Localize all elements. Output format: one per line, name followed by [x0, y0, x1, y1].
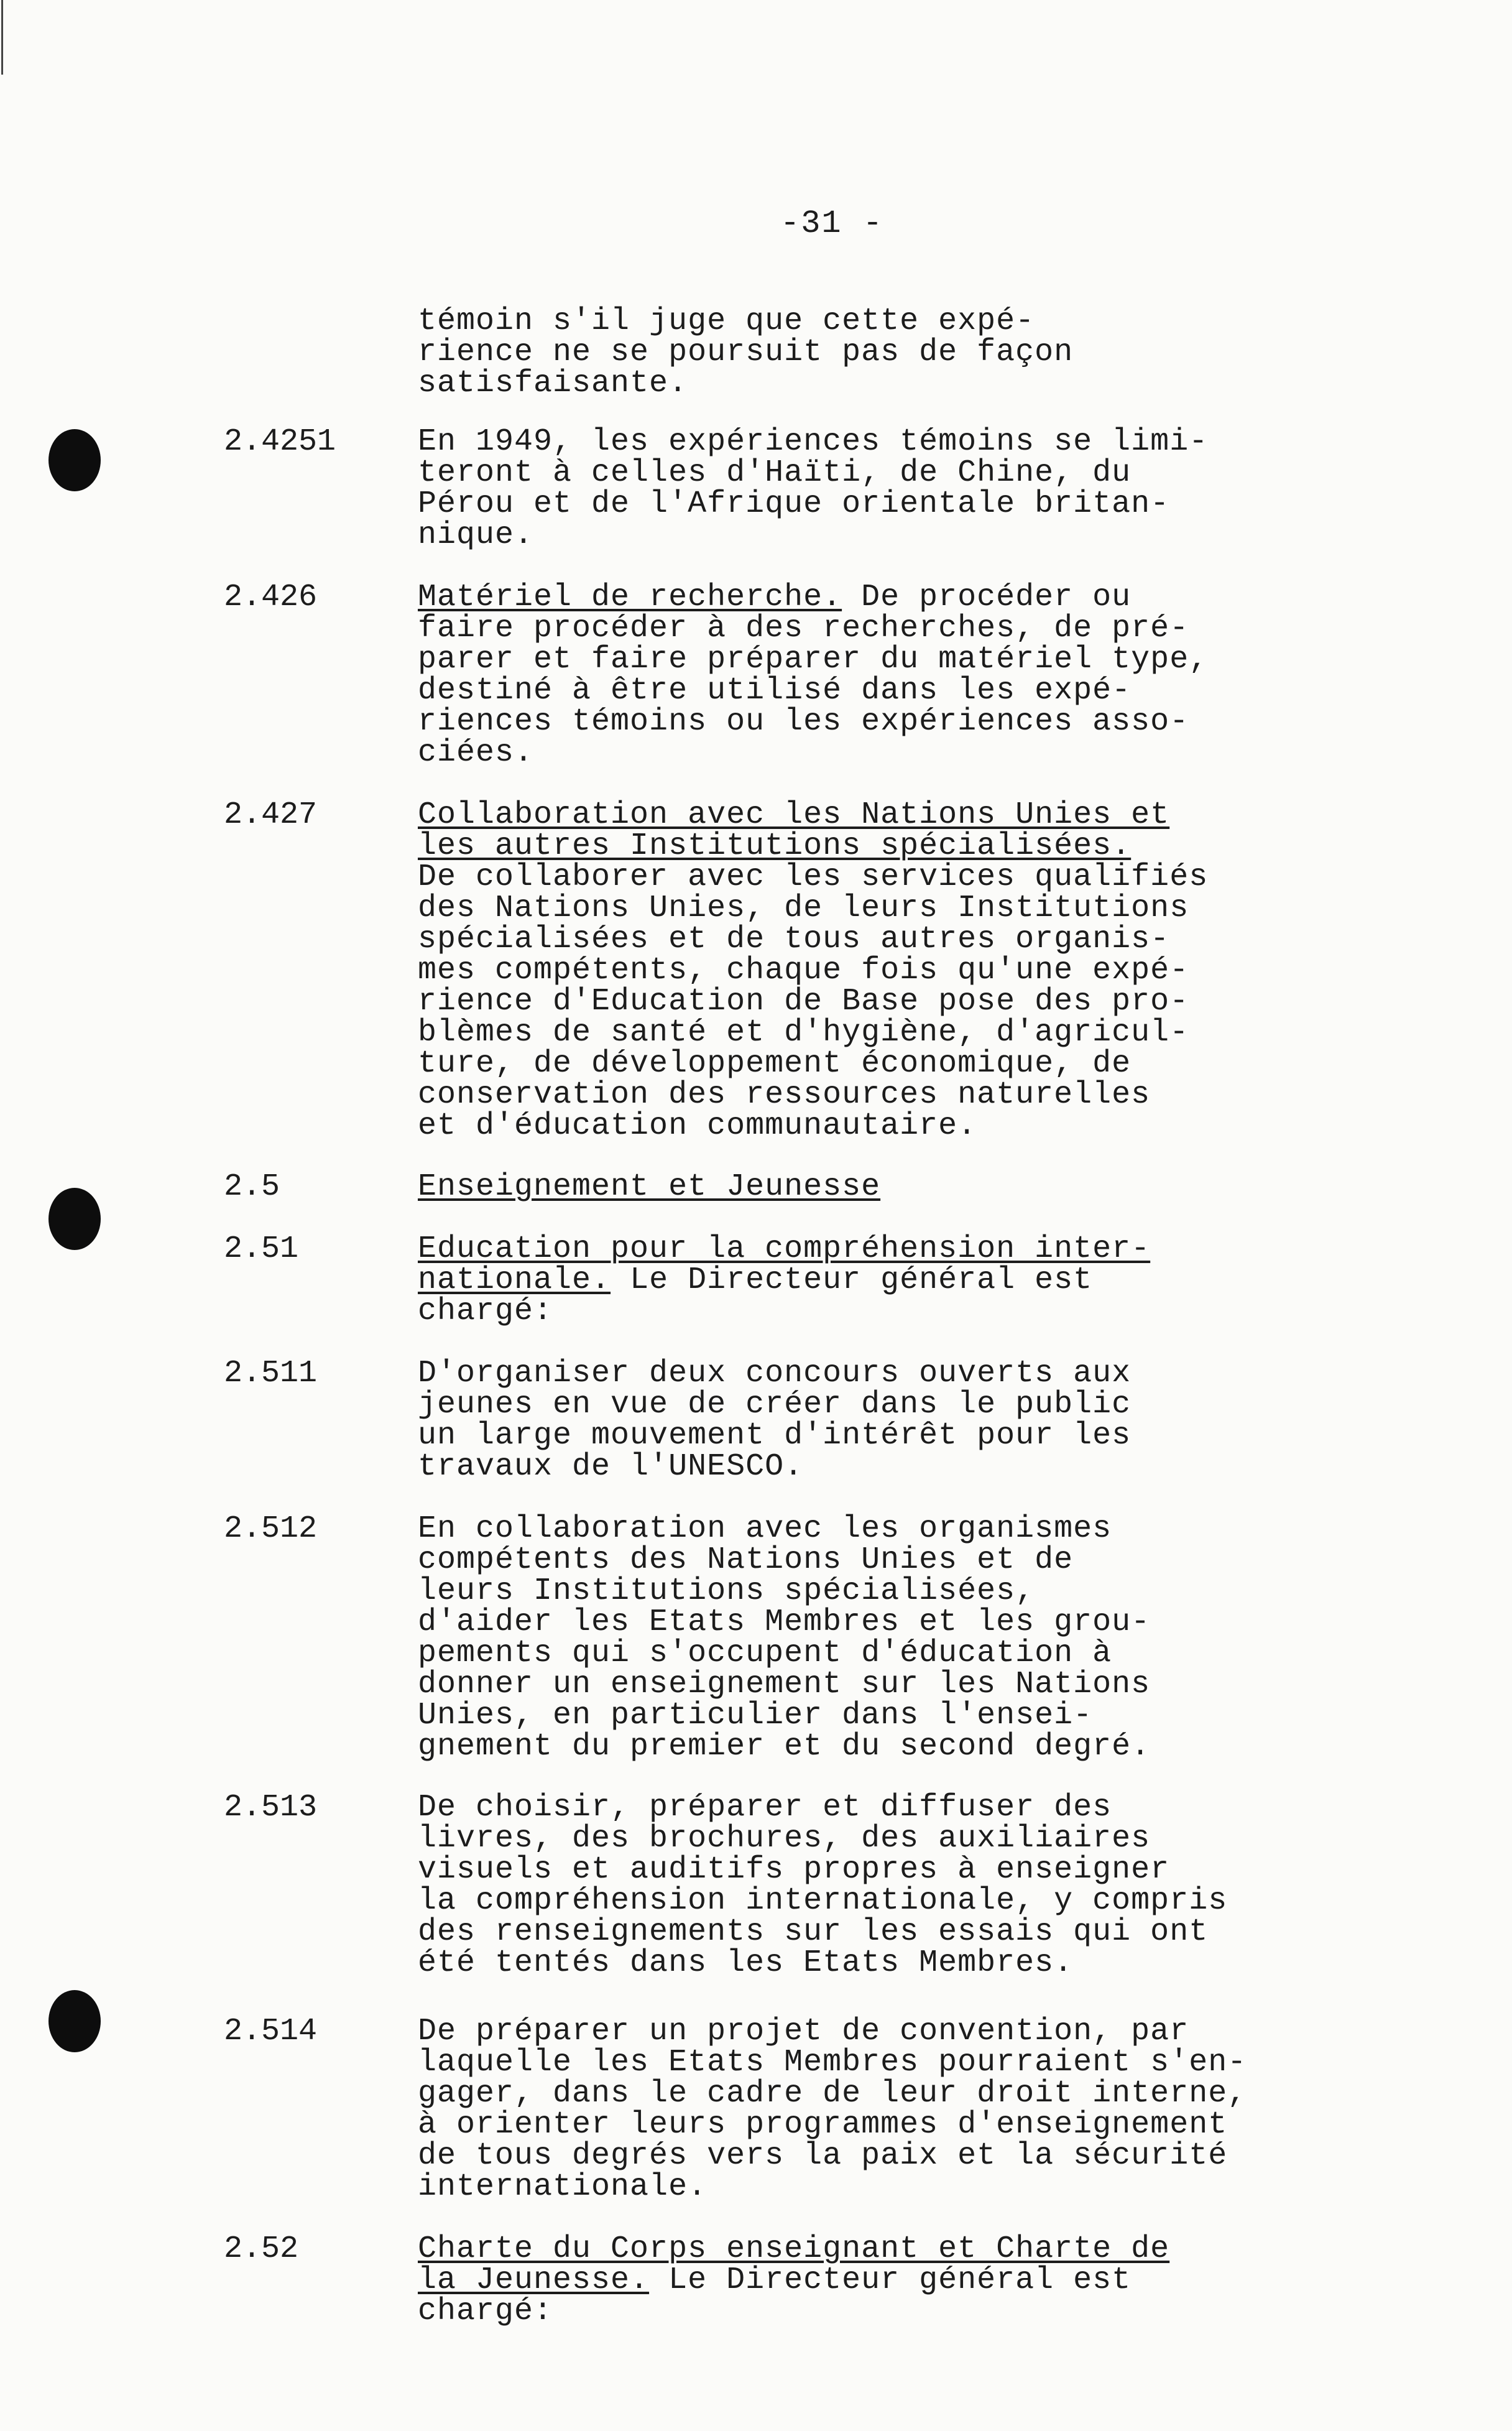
- punch-hole: [48, 1990, 101, 2052]
- line-text: En 1949, les expériences témoins se limi-: [418, 424, 1209, 460]
- text-line: [418, 1296, 1226, 1327]
- line-text: compétents des Nations Unies et de: [418, 1542, 1074, 1578]
- line-text: D'organiser deux concours ouverts aux: [418, 1356, 1132, 1391]
- line-text: donner un enseignement sur les Nations: [418, 1667, 1151, 1702]
- text-line: [418, 486, 1226, 522]
- punch-hole: [48, 1188, 101, 1250]
- text-line: [418, 955, 1226, 986]
- line-text: riences témoins ou les expériences asso-: [418, 704, 1189, 739]
- text-line: [418, 1420, 1226, 1452]
- line-text: témoin s'il juge que cette expé-: [418, 303, 1035, 339]
- section-number: 2.513: [224, 1790, 318, 1825]
- text-line: [418, 706, 1226, 738]
- line-text: parer et faire préparer du matériel type,: [418, 642, 1209, 677]
- paragraph-text: [418, 1792, 1226, 1979]
- line-text: ture, de développement économique, de: [418, 1046, 1132, 1081]
- paragraph-text: [418, 1231, 1226, 1329]
- text-line: [418, 2076, 1247, 2111]
- line-text: teront à celles d'Haïti, de Chine, du: [418, 455, 1132, 491]
- line-text: été tentés dans les Etats Membres.: [418, 1945, 1074, 1981]
- text-line: [418, 986, 1226, 1017]
- text-line: [418, 924, 1226, 955]
- text-line: [418, 582, 1226, 613]
- paragraph-text: [418, 1511, 1226, 1764]
- text-line: [418, 337, 1226, 368]
- underlined-heading: Education pour la compréhension inter-: [418, 1231, 1151, 1267]
- line-text: De collaborer avec les services qualifiés: [418, 859, 1209, 895]
- line-text: Pérou et de l'Afrique orientale britan-: [418, 486, 1170, 522]
- line-text: Unies, en particulier dans l'ensei-: [418, 1698, 1093, 1733]
- line-text: jeunes en vue de créer dans le public: [418, 1387, 1132, 1422]
- underlined-heading: les autres Institutions spécialisées.: [418, 828, 1132, 864]
- line-text: pements qui s'occupent d'éducation à: [418, 1636, 1112, 1671]
- margin-rule: [1, 0, 3, 75]
- line-text: rience ne se poursuit pas de façon: [418, 335, 1074, 370]
- line-text: de tous degrés vers la paix et la sécurité: [418, 2138, 1228, 2174]
- text-line: [418, 1823, 1226, 1855]
- line-text: Le Directeur général est: [649, 2262, 1132, 2298]
- line-text: chargé:: [418, 2294, 553, 2329]
- text-line: [418, 2109, 1226, 2141]
- text-line: [418, 893, 1226, 924]
- section-number: 2.51: [224, 1231, 299, 1267]
- text-line: [418, 1669, 1226, 1700]
- section-number: 2.514: [224, 2014, 318, 2049]
- text-line: [418, 2169, 1226, 2205]
- line-text: d'aider les Etats Membres et les grou-: [418, 1604, 1151, 1640]
- line-text: chargé:: [418, 1294, 553, 1329]
- text-line: [418, 1731, 1226, 1762]
- section-number: 2.52: [224, 2231, 299, 2267]
- page-number: -31 -: [780, 205, 884, 242]
- text-line: [418, 1511, 1226, 1547]
- paragraph-text: [418, 1358, 1226, 1483]
- line-text: Le Directeur général est: [611, 1262, 1093, 1298]
- line-text: mes compétents, chaque fois qu'une expé-: [418, 953, 1189, 988]
- line-text: spécialisées et de tous autres organis-: [418, 922, 1170, 957]
- line-text: des renseignements sur les essais qui ont: [418, 1914, 1209, 1950]
- section-number: 2.427: [224, 797, 318, 833]
- text-line: [418, 1852, 1226, 1887]
- section-number: 2.511: [224, 1356, 318, 1391]
- section-number: 2.5: [224, 1169, 280, 1205]
- line-text: visuels et auditifs propres à enseigner: [418, 1852, 1170, 1887]
- text-line: [418, 797, 1226, 833]
- paragraph-text: [418, 2014, 1247, 2205]
- text-line: [418, 859, 1226, 895]
- line-text: blèmes de santé et d'hygiène, d'agricul-: [418, 1015, 1189, 1050]
- line-text: travaux de l'UNESCO.: [418, 1449, 804, 1484]
- line-text: et d'éducation communautaire.: [418, 1108, 977, 1144]
- line-text: rience d'Education de Base pose des pro-: [418, 984, 1189, 1019]
- text-line: [418, 1262, 1226, 1298]
- paragraph-text: [418, 582, 1226, 769]
- text-line: [418, 1700, 1226, 1731]
- line-text: destiné à être utilisé dans les expé-: [418, 673, 1132, 708]
- text-line: [418, 2045, 1247, 2080]
- underlined-heading: nationale.: [418, 1262, 611, 1298]
- text-line: [418, 2262, 1226, 2298]
- text-line: [418, 1358, 1226, 1389]
- text-line: [418, 1389, 1226, 1420]
- line-text: internationale.: [418, 2169, 708, 2205]
- paragraph-text: [418, 303, 1226, 401]
- text-line: [418, 1914, 1226, 1950]
- text-line: [418, 1883, 1228, 1919]
- text-line: [418, 1231, 1226, 1267]
- line-text: faire procéder à des recherches, de pré-: [418, 611, 1189, 646]
- line-text: De préparer un projet de convention, par: [418, 2014, 1189, 2049]
- underlined-heading: Enseignement et Jeunesse: [418, 1169, 881, 1205]
- paragraph-text: [418, 1169, 1226, 1205]
- text-line: [418, 644, 1226, 675]
- text-line: [418, 1573, 1226, 1609]
- underlined-heading: Matériel de recherche.: [418, 580, 842, 615]
- section-number: 2.512: [224, 1511, 318, 1547]
- text-line: [418, 1449, 1226, 1484]
- text-line: [418, 2016, 1226, 2047]
- text-line: [418, 828, 1226, 864]
- text-line: [418, 1542, 1226, 1578]
- text-line: [418, 2138, 1228, 2174]
- text-line: [418, 2296, 1226, 2327]
- paragraph-text: [418, 424, 1226, 553]
- line-text: conservation des ressources naturelles: [418, 1077, 1151, 1113]
- text-line: [418, 1046, 1226, 1081]
- text-line: [418, 368, 1226, 399]
- line-text: des Nations Unies, de leurs Institutions: [418, 891, 1189, 926]
- text-line: [418, 1017, 1226, 1049]
- line-text: la compréhension internationale, y compris: [418, 1883, 1228, 1919]
- text-line: [418, 675, 1226, 706]
- line-text: De choisir, préparer et diffuser des: [418, 1790, 1112, 1825]
- underlined-heading: la Jeunesse.: [418, 2262, 650, 2298]
- text-line: [418, 303, 1226, 339]
- line-text: livres, des brochures, des auxiliaires: [418, 1821, 1151, 1856]
- line-text: nique.: [418, 517, 534, 553]
- underlined-heading: Collaboration avec les Nations Unies et: [418, 797, 1170, 833]
- section-number: 2.4251: [224, 424, 336, 460]
- text-line: [418, 424, 1226, 460]
- text-line: [418, 2231, 1226, 2267]
- section-number: 2.426: [224, 580, 318, 615]
- line-text: un large mouvement d'intérêt pour les: [418, 1418, 1132, 1453]
- line-text: satisfaisante.: [418, 366, 688, 401]
- text-line: [418, 1792, 1226, 1823]
- line-text: En collaboration avec les organismes: [418, 1511, 1112, 1547]
- text-line: [418, 455, 1226, 491]
- line-text: leurs Institutions spécialisées,: [418, 1573, 1035, 1609]
- line-text: De procéder ou: [842, 580, 1132, 615]
- text-line: [418, 1077, 1226, 1113]
- paragraph-text: [418, 2231, 1226, 2329]
- text-line: [418, 1638, 1226, 1669]
- line-text: laquelle les Etats Membres pourraient s'en-: [418, 2045, 1247, 2080]
- line-text: ciées.: [418, 735, 534, 771]
- underlined-heading: Charte du Corps enseignant et Charte de: [418, 2231, 1170, 2267]
- text-line: [418, 1604, 1226, 1640]
- text-line: [418, 613, 1226, 644]
- line-text: à orienter leurs programmes d'enseignement: [418, 2107, 1228, 2142]
- line-text: gager, dans le cadre de leur droit interne,: [418, 2076, 1247, 2111]
- text-line: [418, 735, 1226, 771]
- text-line: [418, 517, 1226, 553]
- text-line: [418, 1169, 1226, 1205]
- text-line: [418, 1945, 1226, 1981]
- punch-hole: [48, 429, 101, 491]
- line-text: gnement du premier et du second degré.: [418, 1729, 1151, 1764]
- text-line: [418, 1108, 1226, 1144]
- paragraph-text: [418, 797, 1226, 1144]
